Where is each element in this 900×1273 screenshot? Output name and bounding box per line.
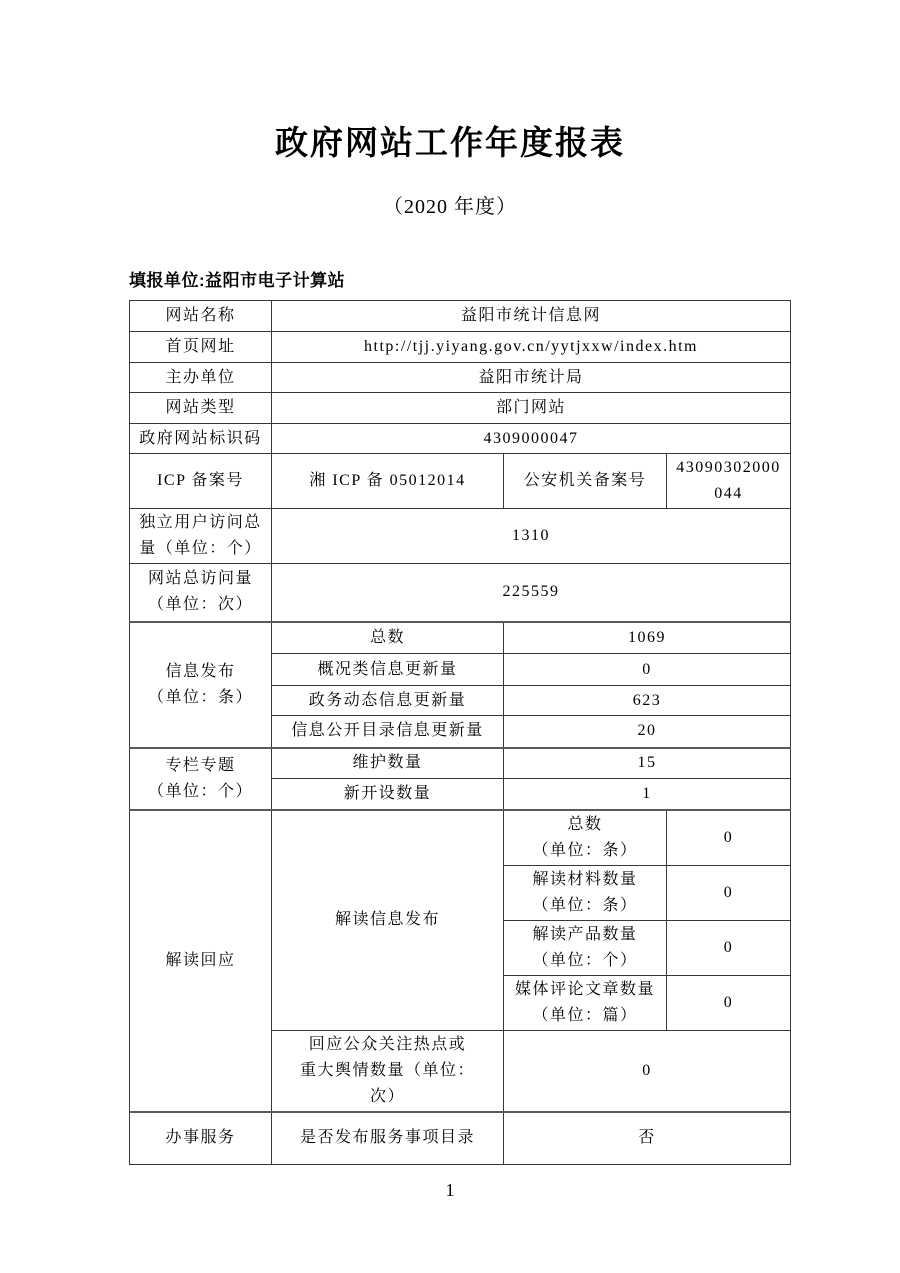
table-row: [130, 332, 791, 363]
cell-media-articles-label: 媒体评论文章数量 （单位：篇）: [504, 975, 667, 1030]
cell-maintained-count-value: 15: [504, 748, 791, 779]
cell-interp-materials-label: 解读材料数量 （单位：条）: [504, 865, 667, 920]
cell-interp-materials-value: 0: [667, 865, 791, 920]
cell-icp-value: 湘 ICP 备 05012014: [272, 454, 504, 509]
table-row: [130, 509, 791, 564]
cell-gov-news-updates-value: 623: [504, 686, 791, 716]
cell-public-response-value: 0: [504, 1030, 791, 1112]
cell-police-filing-label: 公安机关备案号: [504, 454, 667, 509]
table-row: [130, 301, 791, 332]
cell-services-section-label: 办事服务: [130, 1112, 272, 1165]
page-number: 1: [445, 1180, 455, 1200]
cell-site-type-value: 部门网站: [272, 393, 791, 424]
cell-unique-visitors-value: 1310: [272, 509, 791, 564]
table-row: [130, 564, 791, 622]
cell-site-id-label: 政府网站标识码: [130, 424, 272, 454]
document-subtitle: （2020 年度）: [383, 196, 517, 218]
cell-total-visits-value: 225559: [272, 564, 791, 622]
cell-organizer-label: 主办单位: [130, 363, 272, 393]
cell-unique-visitors-label: 独立用户访问总 量（单位：个）: [130, 509, 272, 564]
cell-gov-news-updates-label: 政务动态信息更新量: [272, 686, 504, 716]
cell-site-name-value: 益阳市统计信息网: [272, 301, 791, 332]
cell-interpretation-section-label: 解读回应: [130, 810, 272, 1112]
cell-public-response-label: 回应公众关注热点或 重大舆情数量（单位： 次）: [272, 1030, 504, 1112]
cell-info-publish-section-label: 信息发布 （单位：条）: [130, 622, 272, 748]
table-row: [130, 810, 791, 866]
cell-info-total-label: 总数: [272, 622, 504, 654]
table-row: [130, 748, 791, 779]
table-row: [130, 622, 791, 654]
table-row: [130, 454, 791, 509]
cell-organizer-value: 益阳市统计局: [272, 363, 791, 393]
cell-special-columns-section-label: 专栏专题 （单位：个）: [130, 748, 272, 810]
cell-interp-products-label: 解读产品数量 （单位：个）: [504, 920, 667, 975]
table-row: [130, 1112, 791, 1165]
cell-interpretation-publish-label: 解读信息发布: [272, 810, 504, 1031]
cell-police-filing-value: 43090302000 044: [667, 454, 791, 509]
cell-interp-products-value: 0: [667, 920, 791, 975]
cell-overview-updates-label: 概况类信息更新量: [272, 654, 504, 686]
cell-new-count-value: 1: [504, 779, 791, 810]
document-title: 政府网站工作年度报表: [275, 124, 625, 161]
cell-total-visits-label: 网站总访问量 （单位：次）: [130, 564, 272, 622]
table-row: [130, 393, 791, 424]
cell-homepage-url-label: 首页网址: [130, 332, 272, 363]
cell-icp-label: ICP 备案号: [130, 454, 272, 509]
cell-site-id-value: 4309000047: [272, 424, 791, 454]
cell-site-type-label: 网站类型: [130, 393, 272, 424]
cell-site-name-label: 网站名称: [130, 301, 272, 332]
cell-interp-total-value: 0: [667, 810, 791, 866]
annual-report-table: [129, 300, 791, 1165]
table-row: [130, 363, 791, 393]
cell-service-directory-value: 否: [504, 1112, 791, 1165]
cell-maintained-count-label: 维护数量: [272, 748, 504, 779]
cell-open-directory-updates-value: 20: [504, 716, 791, 748]
cell-interp-total-label: 总数 （单位：条）: [504, 810, 667, 866]
cell-overview-updates-value: 0: [504, 654, 791, 686]
reporting-unit-label: 填报单位:益阳市电子计算站: [129, 271, 346, 290]
cell-media-articles-value: 0: [667, 975, 791, 1030]
cell-info-total-value: 1069: [504, 622, 791, 654]
table-row: [130, 424, 791, 454]
cell-new-count-label: 新开设数量: [272, 779, 504, 810]
cell-homepage-url-value: http://tjj.yiyang.gov.cn/yytjxxw/index.htm: [272, 332, 791, 363]
cell-open-directory-updates-label: 信息公开目录信息更新量: [272, 716, 504, 748]
cell-service-directory-label: 是否发布服务事项目录: [272, 1112, 504, 1165]
